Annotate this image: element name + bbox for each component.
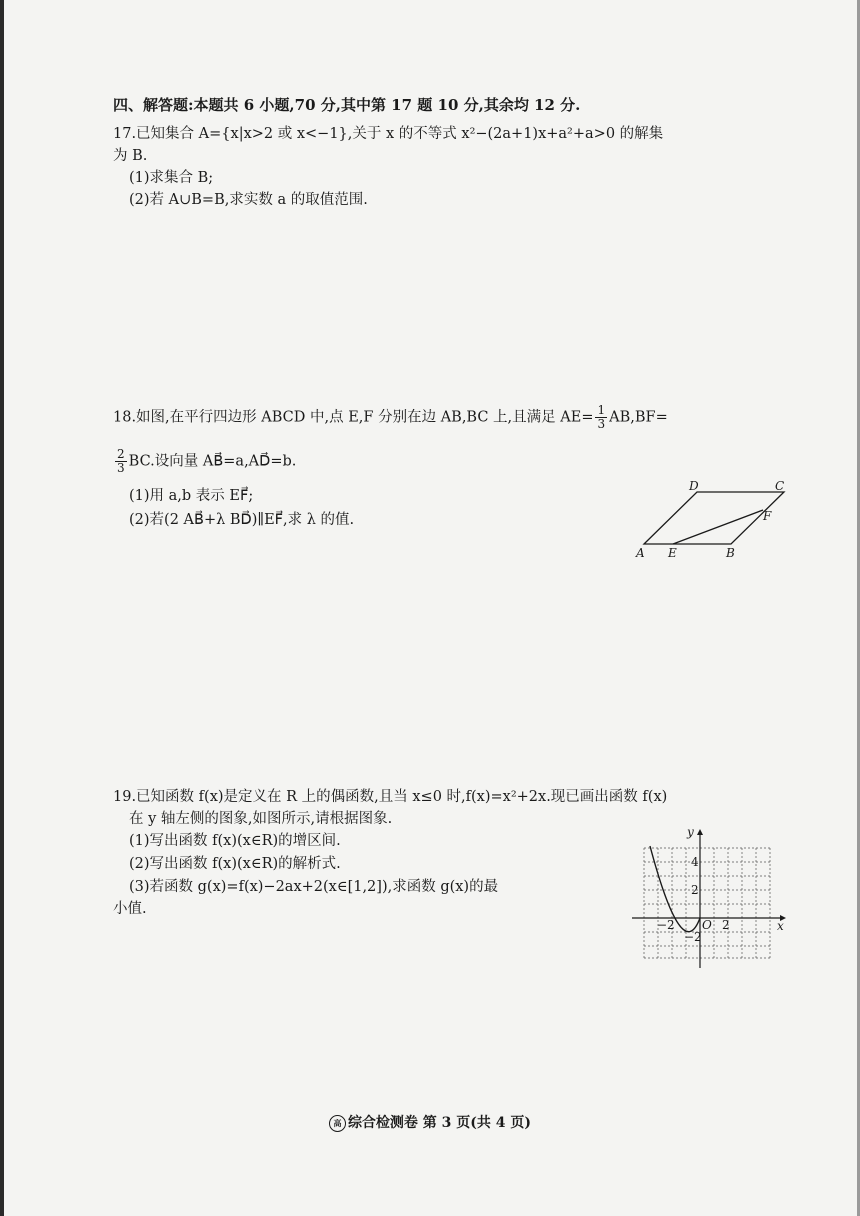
point-f-label: F <box>763 509 772 523</box>
tick-y-4: 4 <box>691 855 699 869</box>
q19-line1: 19.已知函数 f(x)是定义在 R 上的偶函数,且当 x≤0 时,f(x)=x²+2x.现已画出函数 f(x) <box>113 789 668 805</box>
vertex-c-label: C <box>775 479 785 493</box>
q18-line1 <box>113 404 668 431</box>
segment-ef <box>673 510 763 544</box>
q19-part3-line1: (3)若函数 g(x)=f(x)−2ax+2(x∈[1,2]),求函数 g(x)的最 <box>129 879 499 895</box>
q19-part2: (2)写出函数 f(x)(x∈R)的解析式. <box>129 856 341 872</box>
y-axis-label: y <box>687 825 694 839</box>
q17-part1: (1)求集合 B; <box>129 170 214 186</box>
q17-line1: 17.已知集合 A={x|x>2 或 x<−1},关于 x 的不等式 x²−(2a+1)x+a²+a>0 的解集 <box>113 126 664 142</box>
q17-part2: (2)若 A∪B=B,求实数 a 的取值范围. <box>129 192 368 208</box>
frac1-numerator: 1 <box>597 403 606 417</box>
q19-part3-line2: 小值. <box>113 901 147 917</box>
origin-label: O <box>702 918 712 932</box>
q18-fraction-two-thirds <box>115 448 127 475</box>
q18-part1: (1)用 a,b 表示 EF⃗; <box>129 488 254 504</box>
tick-y-2: 2 <box>691 883 699 897</box>
page-footer <box>0 1112 860 1132</box>
section-heading: 四、解答题:本题共 6 小题,70 分,其中第 17 题 10 分,其余均 12 分. <box>113 96 581 114</box>
frac2-numerator: 2 <box>117 447 125 461</box>
q18-line2 <box>113 448 296 475</box>
frac1-denominator: 3 <box>597 417 606 431</box>
q18-fraction-one-third <box>595 404 607 431</box>
q18-line2-text: BC.设向量 AB⃗=a,AD⃗=b. <box>128 453 297 470</box>
tick-y-neg2: −2 <box>684 930 702 944</box>
vertex-a-label: A <box>636 546 645 560</box>
frac2-denominator: 3 <box>117 461 125 475</box>
function-graph-figure <box>630 826 790 971</box>
q19-part1: (1)写出函数 f(x)(x∈R)的增区间. <box>129 833 341 849</box>
parallelogram-figure <box>630 478 790 564</box>
grid-lines <box>644 848 770 958</box>
q17-line2: 为 B. <box>113 148 148 164</box>
footer-text: 综合检测卷 第 3 页(共 4 页) <box>347 1115 532 1131</box>
q18-line1-text-b: AB,BF= <box>609 409 668 426</box>
point-e-label: E <box>668 546 677 560</box>
scan-left-edge <box>0 0 4 1216</box>
q19-line2: 在 y 轴左侧的图象,如图所示,请根据图象. <box>129 811 393 827</box>
series-logo-icon: 高 <box>329 1115 346 1132</box>
vertex-d-label: D <box>689 479 699 493</box>
q18-line1-text-a: 18.如图,在平行四边形 ABCD 中,点 E,F 分别在边 AB,BC 上,且满足 AE= <box>113 409 594 426</box>
vertex-b-label: B <box>726 546 735 560</box>
x-axis-label: x <box>777 919 784 933</box>
y-axis-arrow <box>697 829 703 835</box>
q18-part2: (2)若(2 AB⃗+λ BD⃗)∥EF⃗,求 λ 的值. <box>129 512 355 528</box>
function-graph <box>630 826 790 971</box>
tick-x-neg2: −2 <box>657 918 675 932</box>
tick-x-2: 2 <box>722 918 730 932</box>
